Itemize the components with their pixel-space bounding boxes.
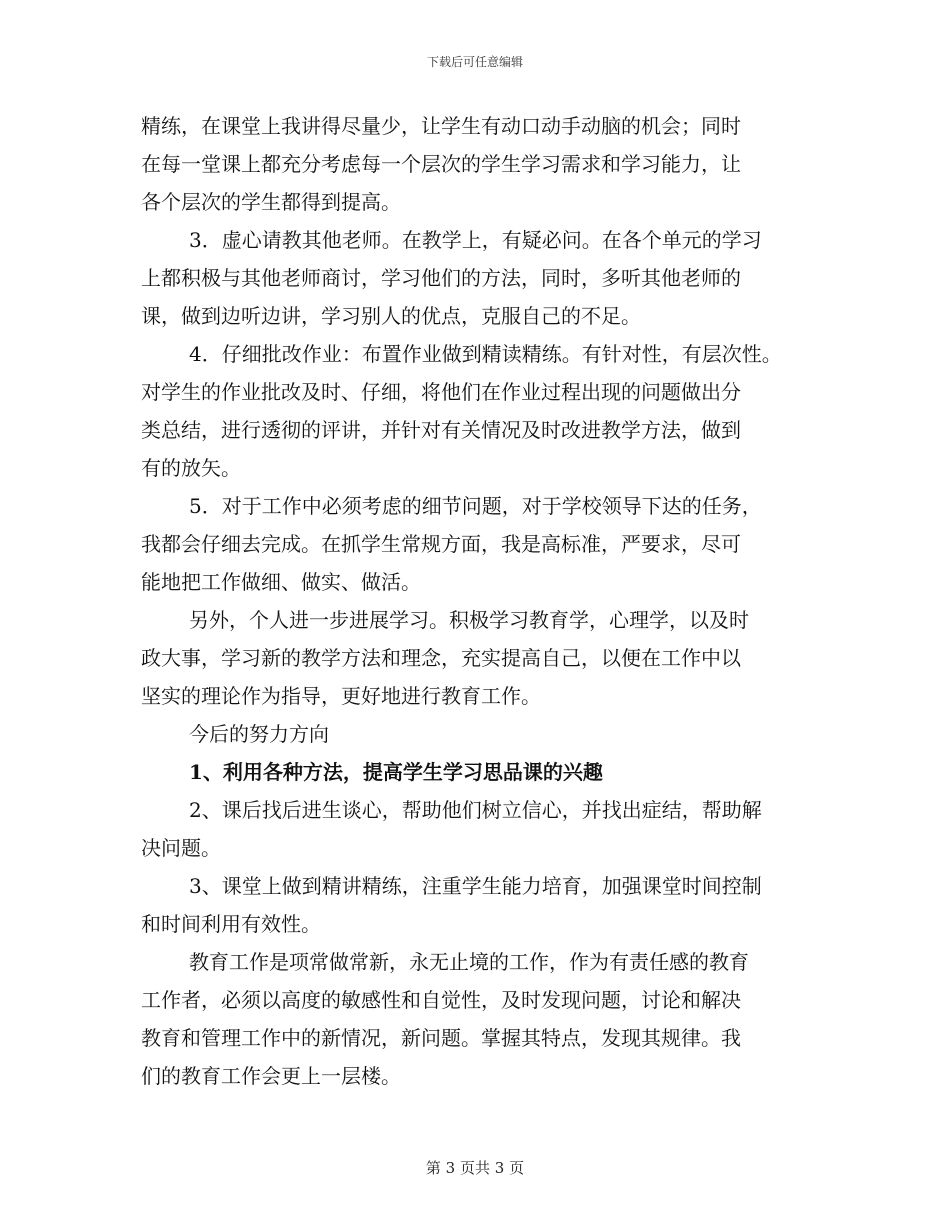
text-line: 在每一堂课上都充分考虑每一个层次的学生学习需求和学习能力，让 (141, 152, 741, 176)
text-line: 4．仔细批改作业：布置作业做到精读精练。有针对性，有层次性。 (189, 342, 782, 366)
text-line: 2、课后找后进生谈心，帮助他们树立信心，并找出症结，帮助解 (189, 798, 762, 822)
text-line: 我都会仔细去完成。在抓学生常规方面，我是高标准，严要求，尽可 (141, 532, 741, 556)
text-line: 们的教育工作会更上一层楼。 (141, 1064, 401, 1088)
text-line: 工作者，必须以高度的敏感性和自觉性，及时发现问题，讨论和解决 (141, 988, 741, 1012)
page-footer: 第 3 页共 3 页 (425, 1159, 525, 1177)
text-line: 和时间利用有效性。 (141, 912, 321, 936)
text-line: 上都积极与其他老师商讨，学习他们的方法，同时，多听其他老师的 (141, 266, 741, 290)
page-header: 下载后可任意编辑 (426, 55, 523, 69)
text-line: 教育工作是项常做常新，永无止境的工作，作为有责任感的教育 (189, 950, 749, 974)
text-line: 5．对于工作中必须考虑的细节问题，对于学校领导下达的任务， (189, 494, 762, 518)
text-line: 3、课堂上做到精讲精练，注重学生能力培育，加强课堂时间控制 (189, 874, 762, 898)
text-line: 精练，在课堂上我讲得尽量少，让学生有动口动手动脑的机会；同时 (141, 114, 741, 138)
text-line: 决问题。 (141, 836, 221, 860)
text-line: 政大事，学习新的教学方法和理念，充实提高自己，以便在工作中以 (141, 646, 741, 670)
text-line: 类总结，进行透彻的评讲，并针对有关情况及时改进教学方法，做到 (141, 418, 741, 442)
text-line: 各个层次的学生都得到提高。 (141, 190, 401, 214)
text-line: 能地把工作做细、做实、做活。 (141, 570, 421, 594)
text-line: 课，做到边听边讲，学习别人的优点，克服自己的不足。 (141, 304, 641, 328)
bold-heading: 1、利用各种方法，提高学生学习思品课的兴趣 (189, 760, 603, 784)
text-line: 对学生的作业批改及时、仔细，将他们在作业过程出现的问题做出分 (141, 380, 741, 404)
text-line: 教育和管理工作中的新情况，新问题。掌握其特点，发现其规律。我 (141, 1026, 741, 1050)
text-line: 坚实的理论作为指导，更好地进行教育工作。 (141, 684, 541, 708)
text-line: 有的放矢。 (141, 456, 241, 480)
text-line: 3．虚心请教其他老师。在教学上，有疑必问。在各个单元的学习 (189, 228, 762, 252)
section-heading: 今后的努力方向 (189, 722, 329, 746)
text-line: 另外，个人进一步进展学习。积极学习教育学，心理学，以及时 (189, 608, 749, 632)
